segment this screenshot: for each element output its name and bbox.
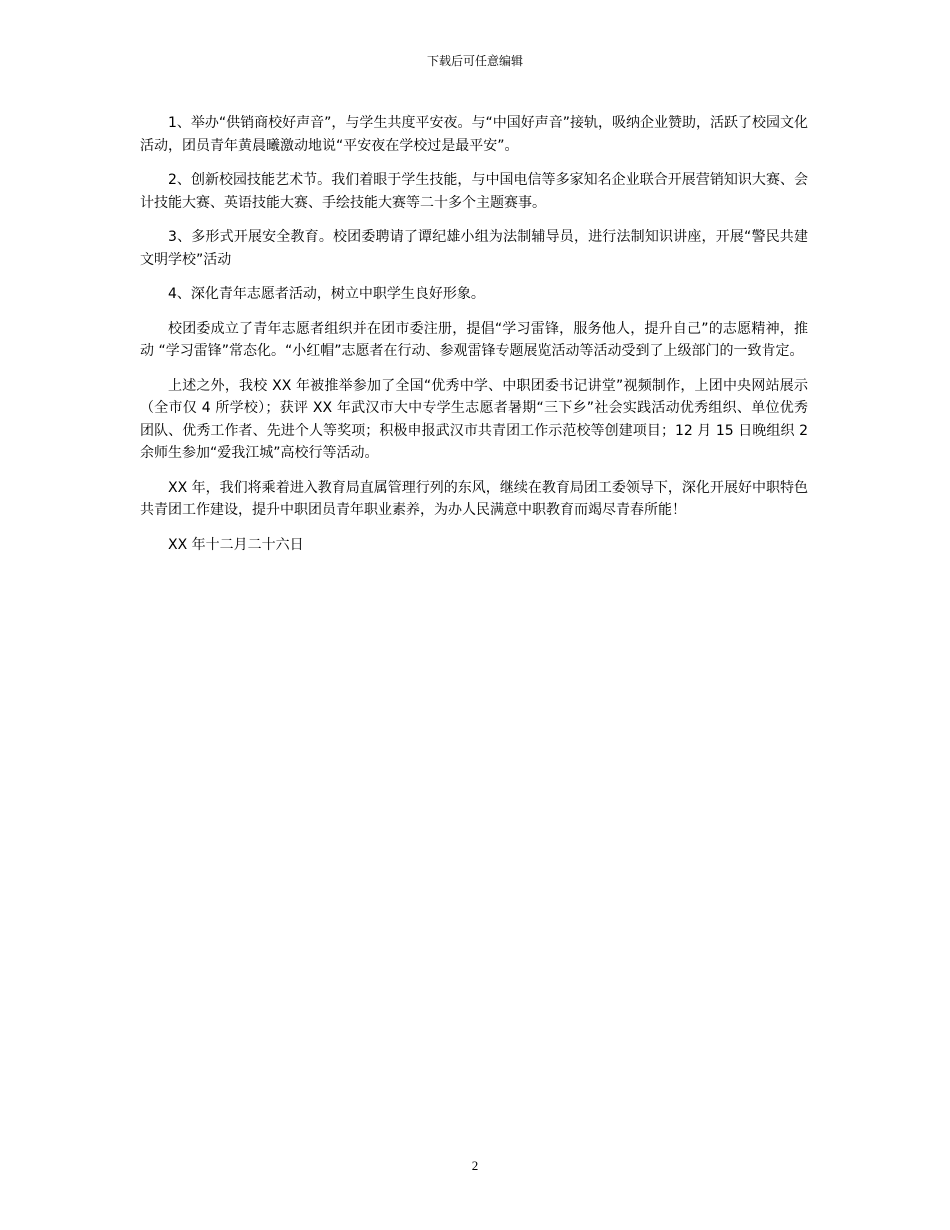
paragraph-achievements: 上述之外，我校 XX 年被推举参加了全国“优秀中学、中职团委书记讲堂”视频制作，上团中央网站展示（全市仅 4 所学校）；获评 XX 年武汉市大中专学生志愿者暑期“三下乡”社会实践活动优秀组织、单位优秀团队、优秀工作者、先进个人等奖项；积极申报武汉市共青团工作示范校等创建项目；12 月 15 日晚组织 2 余师生参加“爱我江城”高校行等活动。: [140, 377, 808, 461]
paragraph-item-2: 2、创新校园技能艺术节。我们着眼于学生技能，与中国电信等多家知名企业联合开展营销知识大赛、会计技能大赛、英语技能大赛、手绘技能大赛等二十多个主题赛事。: [140, 172, 808, 211]
page-header: 下载后可任意编辑: [426, 54, 523, 68]
document-date: XX 年十二月二十六日: [168, 536, 304, 553]
paragraph-outlook: XX 年，我们将乘着进入教育局直属管理行列的东风，继续在教育局团工委领导下，深化开展好中职特色共青团工作建设，提升中职团员青年职业素养，为办人民满意中职教育而竭尽青春所能！: [140, 479, 808, 518]
page-number: 2: [471, 1158, 479, 1173]
paragraph-item-4: 4、深化青年志愿者活动，树立中职学生良好形象。: [168, 286, 485, 302]
paragraph-volunteers: 校团委成立了青年志愿者组织并在团市委注册，提倡“学习雷锋，服务他人，提升自己”的志愿精神，推动 “学习雷锋”常态化。“小红帽”志愿者在行动、参观雷锋专题展览活动等活动受到了上级部门的一致肯定。: [140, 320, 808, 359]
paragraph-item-1: 1、举办“供销商校好声音”，与学生共度平安夜。与“中国好声音”接轨，吸纳企业赞助，活跃了校园文化活动，团员青年黄晨曦激动地说“平安夜在学校过是最平安”。: [140, 115, 808, 154]
document-body: [140, 112, 808, 568]
paragraph-item-3: 3、多形式开展安全教育。校团委聘请了谭纪雄小组为法制辅导员，进行法制知识讲座，开展“警民共建文明学校”活动: [140, 229, 808, 268]
